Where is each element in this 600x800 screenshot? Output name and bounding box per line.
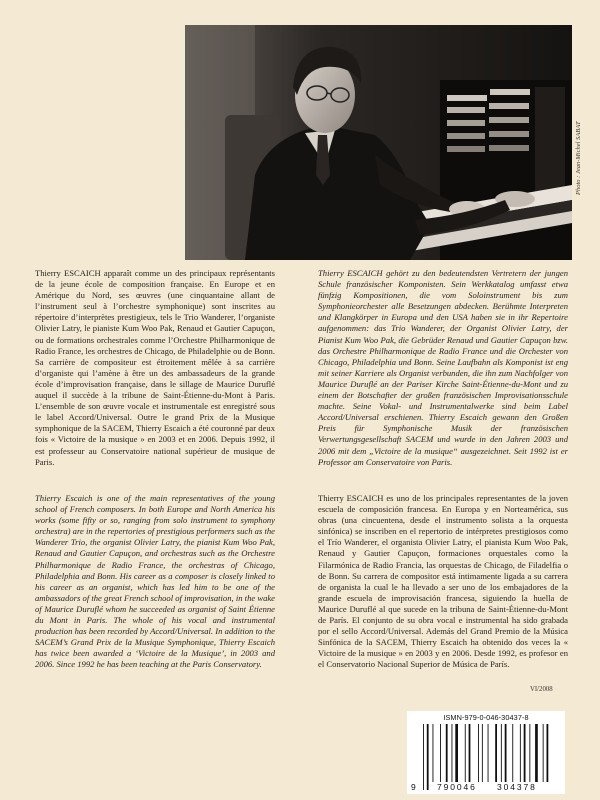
barcode-bar [524,724,526,782]
photo-credit: Photo : Jean-Michel SABAT [575,121,582,195]
barcode-bar [547,724,549,782]
biography-english: Thierry Escaich is one of the main representatives of the young school of French composers. In both Europe and North America his works (some fifty or so, ranging from solo instrument to symphony orchestra) are in the repertories of prestigious performers such as the Wanderer Trio, the organist Olivier Latry, the pianist Kum Woo Pak, Renaud and Gautier Capuçon, and orchestras such as the Orchestre Philharmonique de Radio France, the orchestras of Chicago, Philadelphia and Bonn. His career as a composer is closely linked to his career as an organist, which has led him to be one of the ambassadors of the great French school of improvisation, in the wake of Maurice Duruflé whom he succeeded as organist of Saint Étienne du Mont in Paris. The whole of his vocal and instrumental production has been recorded by Accord/Universal. In addition to the SACEM’s Grand Prix de la Musique Symphonique, Thierry Escaich has twice been awarded a ‘Victoire de la Musique’, in 2003 and 2006. Since 1992 he has been teaching at the Paris Conservatory. [35,493,275,670]
barcode-digits-right: 304378 [497,782,537,792]
date-code: VI/2008 [530,686,553,693]
barcode-bar [529,724,530,782]
barcode-bar [495,724,497,782]
barcode-digit-lead: 9 [411,782,416,792]
barcode-bar [535,724,538,782]
barcode-bar [423,724,424,790]
barcode-bar [505,724,507,782]
barcode-bar [488,724,489,782]
biography-spanish: Thierry ESCAICH es uno de los principales representantes de la joven escuela de composición francesa. En Europa y en Norteamérica, sus obras (una cincuentena, desde el instrumento solista a la orquesta sinfónica) se inscriben en el repertorio de intérpretes prestigiosos como el Trío Wanderer, el organista Olivier Latry, el pianista Kum Woo Pak, Renaud y Gautier Capuçon, formaciones orquestales como la Filarmónica de Radio Francia, las orquestas de Chicago, de Filadelfia o de Bonn. Su carrera de compositor está íntimamente ligada a su carrera de organista la cual le ha llevado a ser uno de los embajadores de la grande escuela de improvisación francesa, siguiendo la huella de Maurice Duruflé al que sucede en la tribuna de Saint-Étienne-du-Mont de París. El conjunto de su obra vocal e instrumental ha sido grabada por el sello Accord/Universal. Además del Grand Premio de la Música Sinfónica de la SACEM, Thierry Escaich ha obtenido dos veces la « Victoire de la musique » en 2003 y en 2006. Desde 1992, es profesor en el Conservatorio Nacional Superior de Música de París. [318,493,568,670]
barcode-bar [543,724,544,782]
barcode-bar [501,724,502,782]
barcode-bar [512,724,513,790]
organist-photo-illustration [185,25,572,260]
barcode-bar [465,724,466,782]
barcode-bar [427,724,429,790]
barcode-bar [440,724,441,782]
ismn-number: ISMN-979-0-046-30437-8 [443,713,529,722]
barcode-box [407,711,565,794]
barcode-bar [446,724,448,782]
barcode-bar [433,724,434,782]
barcode-bar [482,724,483,782]
barcode-bar [455,724,458,782]
barcode-bars [421,724,551,790]
cover-photo [185,25,572,260]
biography-french: Thierry ESCAICH apparaît comme un des principaux représentants de la jeune école de composition française. En Europe et en Amérique du Nord, ses œuvres (une cinquantaine allant de l’instrument seul à l’orchestre symphonique) sont inscrites au répertoire d’interprètes prestigieux, tels le Trio Wanderer, l’organiste Olivier Latry, le pianiste Kum Woo Pak, Renaud et Gautier Capuçon, ou de formations orchestrales comme l’Orchestre Philharmonique de Radio France, les orchestres de Chicago, de Philadelphie ou de Bonn. Sa carrière de compositeur est étroitement mêlée à sa carrière d’organiste qui l’amène à être un des ambassadeurs de la grande école d’improvisation française, dans le sillage de Maurice Duruflé auquel il succède à la tribune de Saint-Étienne-du-Mont à Paris. L’ensemble de son œuvre vocale et instrumentale est enregistré sous le label Accord/Universal. Outre le grand Prix de la Musique symphonique de la SACEM, Thierry Escaich a été couronné par deux fois « Victoire de la musique » en 2003 et en 2006. Depuis 1992, il est professeur au Conservatoire national supérieur de musique de Paris. [35,268,275,467]
barcode-bar [478,724,479,782]
barcode-bar [520,724,521,790]
barcode-digits-left: 790046 [437,782,477,792]
barcode-bar [469,724,471,782]
barcode-bar [452,724,453,782]
biography-german: Thierry ESCAICH gehört zu den bedeutendsten Vertretern der jungen Schule französischer Komponisten. Sein Werkkatalog umfasst etwa fünfzig Kompositionen, die vom Soloinstrument bis zum Symphonieorchester alle Besetzungen abdecken. Berühmte Interpreten und Klangkörper in Europa und den USA haben sie in ihr Repertoire aufgenommen: das Trio Wanderer, der Organist Olivier Latry, der Pianist Kum Woo Pak, die Gebrüder Renaud und Gautier Capuçon bzw. das Orchestre Philharmonique de Radio France und die Orchester von Chicago, Philadelphia und Bonn. Seine Laufbahn als Komponist ist eng mit seiner Karriere als Organist verbunden, die ihn zum Nachfolger von Maurice Duruflé an der Pariser Kirche Saint-Étienne-du-Mont und zu einem der Botschafter der großen französischen Improvisationsschule machte. Seine Vokal- und Instrumentalwerke sind beim Label Accord/Universal erschienen. Thierry Escaich gewann den Großen Preis für Symphonische Musik der französischen Verwertungsgesellschaft SACEM und wurde in den Jahren 2003 und 2006 mit dem „Victoire de la musique“ ausgezeichnet. Seit 1992 ist er Professor am Conservatoire von Paris. [318,268,568,467]
